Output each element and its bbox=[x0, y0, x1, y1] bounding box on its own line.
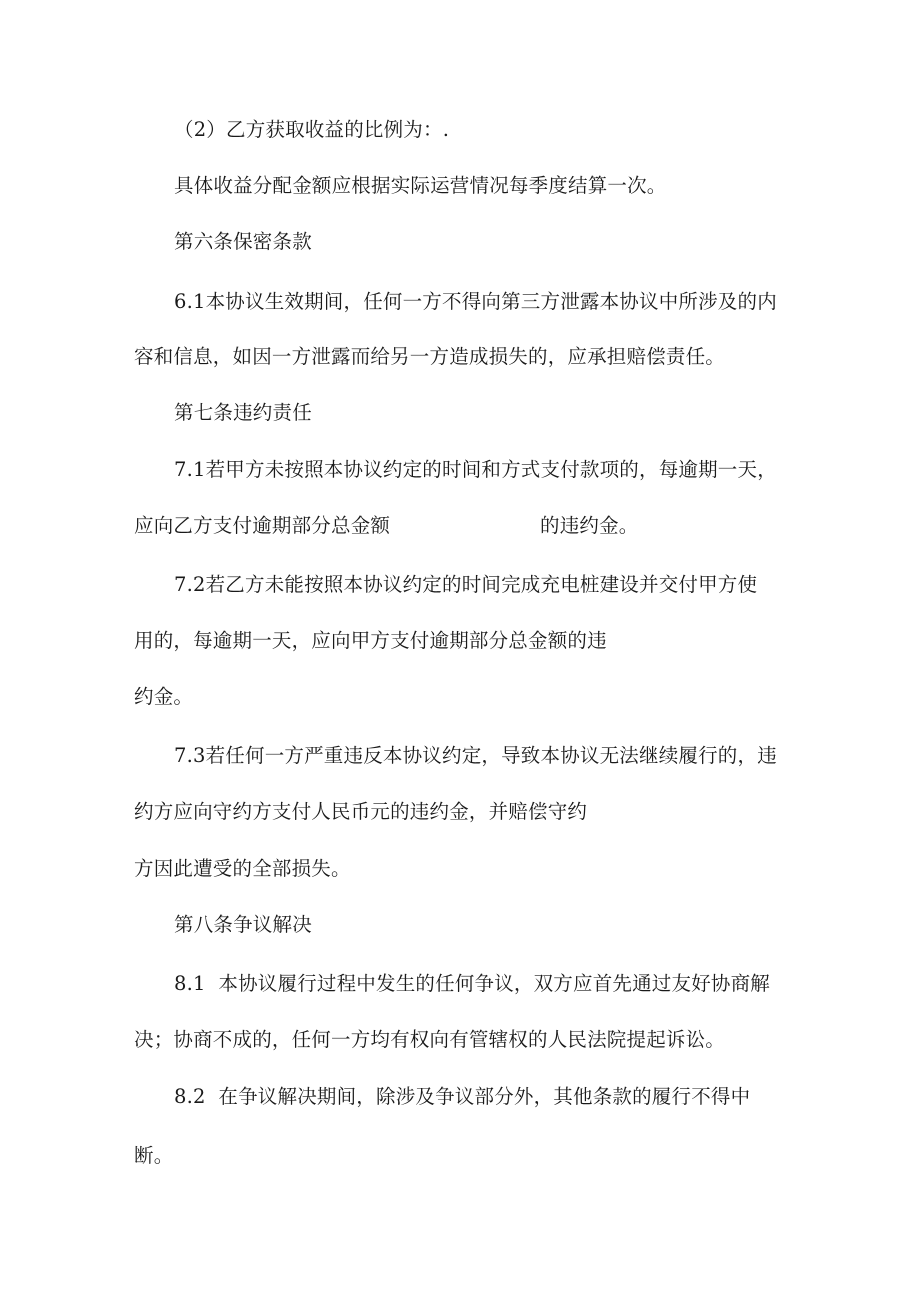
article-8-heading: 第八条争议解决 bbox=[174, 913, 312, 936]
clause-5-2-line: （2）乙方获取收益的比例为：. bbox=[174, 118, 450, 141]
clause-7-1-line-1: 7.1若甲方未按照本协议约定的时间和方式支付款项的，每逾期一天， bbox=[174, 458, 777, 481]
clause-7-3-line-2: 约方应向守约方支付人民币元的违约金，并赔偿守约 bbox=[134, 800, 588, 823]
clause-7-2-line-3: 约金。 bbox=[134, 685, 194, 708]
clause-7-2-line-1: 7.2若乙方未能按照本协议约定的时间完成充电桩建设并交付甲方使 bbox=[174, 573, 758, 596]
article-7-heading: 第七条违约责任 bbox=[174, 401, 312, 424]
article-6-heading: 第六条保密条款 bbox=[174, 230, 312, 253]
clause-8-1-line-1: 8.1 本协议履行过程中发生的任何争议，双方应首先通过友好协商解 bbox=[174, 972, 771, 995]
clause-7-1-line-2b: 的违约金。 bbox=[540, 514, 639, 537]
clause-6-1-line-2: 容和信息，如因一方泄露而给另一方造成损失的，应承担赔偿责任。 bbox=[134, 345, 726, 368]
clause-8-1-line-2: 决；协商不成的，任何一方均有权向有管辖权的人民法院提起诉讼。 bbox=[134, 1028, 726, 1051]
clause-7-1-line-2a: 应向乙方支付逾期部分总金额 bbox=[134, 514, 391, 537]
clause-7-3-line-3: 方因此遭受的全部损失。 bbox=[134, 857, 351, 880]
clause-7-3-line-1: 7.3若任何一方严重违反本协议约定，导致本协议无法继续履行的，违 bbox=[174, 744, 777, 767]
clause-6-1-line-1: 6.1本协议生效期间，任何一方不得向第三方泄露本协议中所涉及的内 bbox=[174, 290, 777, 313]
clause-8-2-line-1: 8.2 在争议解决期间，除涉及争议部分外，其他条款的履行不得中 bbox=[174, 1085, 751, 1108]
clause-7-2-line-2: 用的，每逾期一天，应向甲方支付逾期部分总金额的违 bbox=[134, 629, 607, 652]
clause-8-2-line-2: 断。 bbox=[134, 1144, 174, 1167]
revenue-settlement-line: 具体收益分配金额应根据实际运营情况每季度结算一次。 bbox=[174, 174, 667, 197]
